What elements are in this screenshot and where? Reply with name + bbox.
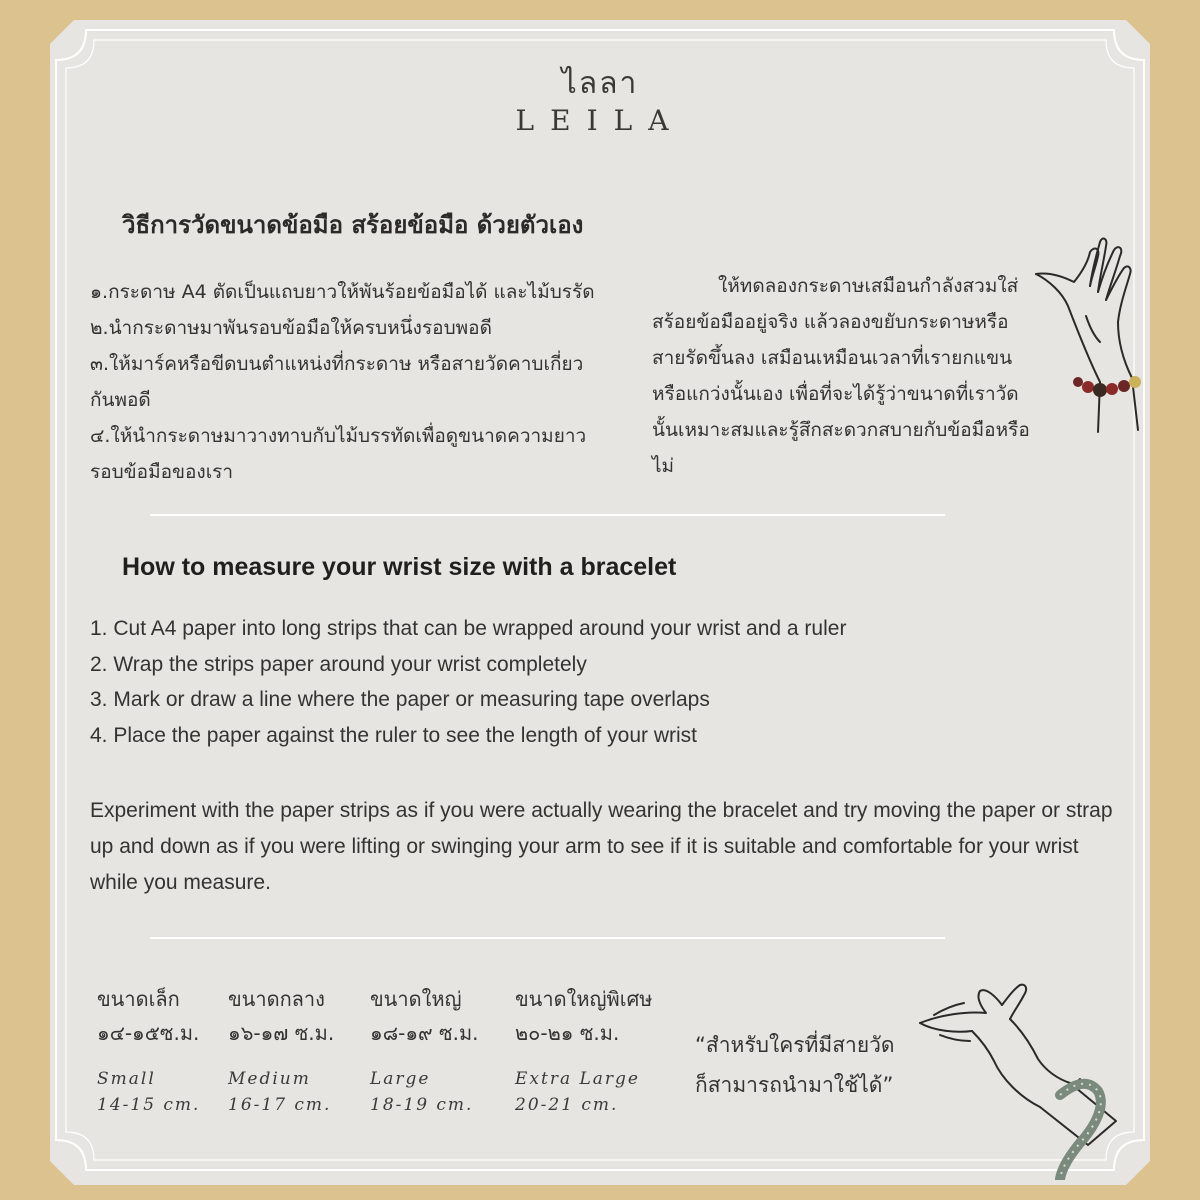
- english-section-title: How to measure your wrist size with a bracelet: [122, 553, 677, 581]
- brand-name: LEILA: [515, 104, 685, 137]
- thai-step: รอบข้อมือของเรา: [90, 461, 234, 483]
- quote-line: “สำหรับใครที่มีสายวัด: [695, 1033, 895, 1057]
- size-thai-range: ๑๘-๑๙ ซ.ม.: [370, 1021, 479, 1045]
- size-small: [97, 982, 200, 1118]
- size-english-name: Small: [97, 1069, 156, 1089]
- size-thai-range: ๒๐-๒๑ ซ.ม.: [515, 1021, 620, 1045]
- english-step: 1. Cut A4 paper into long strips that can be wrapped around your wrist and a ruler: [90, 617, 847, 640]
- size-english-range: 16-17 cm.: [228, 1095, 332, 1115]
- thai-step: ๒.นำกระดาษมาพันรอบข้อมือให้ครบหนึ่งรอบพอดี: [90, 317, 492, 339]
- size-medium: [228, 982, 334, 1118]
- thai-step: ๓.ให้มาร์คหรือขีดบนตำแหน่งที่กระดาษ หรือสายวัดคาบเกี่ยว: [90, 353, 584, 375]
- size-english-name: Extra Large: [515, 1069, 640, 1089]
- size-large: [370, 982, 479, 1118]
- size-english-range: 18-19 cm.: [370, 1095, 474, 1115]
- english-step: 4. Place the paper against the ruler to see the length of your wrist: [90, 723, 698, 747]
- size-thai-name: ขนาดเล็ก: [97, 987, 180, 1011]
- english-steps-list: [90, 611, 846, 753]
- size-english-range: 20-21 cm.: [515, 1095, 619, 1115]
- thai-step: ๑.กระดาษ A4 ตัดเป็นแถบยาวให้พันร้อยข้อมือได้ และไม้บรรัด: [90, 281, 595, 303]
- size-english-range: 14-15 cm.: [97, 1095, 201, 1115]
- hand-with-measuring-tape-illustration: [910, 975, 1130, 1180]
- thai-paragraph: ให้ทดลองกระดาษเสมือนกำลังสวมใส่สร้อยข้อมืออยู่จริง แล้วลองขยับกระดาษหรือสายรัดขึ้นลง เสมือนเหมือนเวลาที่เรายกแขนหรือแกว่งนั้นเอง เพื่อที่จะได้รู้ว่าขนาดที่เราวัดนั้นเหมาะสมและรู้สึกสะดวกสบายกับข้อมือหรือไม่: [652, 275, 1030, 477]
- size-english-name: Medium: [228, 1069, 311, 1089]
- size-english-name: Large: [370, 1069, 431, 1089]
- section-divider: [150, 937, 945, 939]
- size-thai-name: ขนาดใหญ่: [370, 987, 462, 1011]
- hand-with-bracelet-illustration: [1028, 232, 1158, 442]
- size-thai-range: ๑๔-๑๕ซ.ม.: [97, 1021, 200, 1045]
- size-thai-range: ๑๖-๑๗ ซ.ม.: [228, 1021, 335, 1045]
- size-thai-name: ขนาดใหญ่พิเศษ: [515, 987, 653, 1011]
- thai-section-title: วิธีการวัดขนาดข้อมือ สร้อยข้อมือ ด้วยตัวเอง: [122, 211, 584, 239]
- size-extra-large: [515, 982, 652, 1118]
- thai-steps-list: [90, 274, 630, 490]
- section-divider: [150, 514, 945, 516]
- thai-step: ๔.ให้นำกระดาษมาวางทาบกับไม้บรรทัดเพื่อดูขนาดความยาว: [90, 425, 587, 447]
- measuring-tape-quote: [695, 1025, 895, 1105]
- brand-thai-name: ไลลา: [561, 66, 639, 101]
- english-paragraph: Experiment with the paper strips as if you were actually wearing the bracelet and try moving the paper or strap up and down as if you were lifting or swinging your arm to see if it is suitable and comfortable for your wrist while you measure.: [90, 799, 1113, 894]
- size-thai-name: ขนาดกลาง: [228, 987, 325, 1011]
- measuring-tape: [1060, 1084, 1101, 1179]
- quote-line: ก็สามารถนำมาใช้ได้”: [695, 1073, 894, 1097]
- bracelet-beads: [1073, 376, 1141, 397]
- english-step: 3. Mark or draw a line where the paper or measuring tape overlaps: [90, 688, 710, 711]
- thai-step: กันพอดี: [90, 389, 151, 411]
- english-step: 2. Wrap the strips paper around your wrist completely: [90, 652, 587, 676]
